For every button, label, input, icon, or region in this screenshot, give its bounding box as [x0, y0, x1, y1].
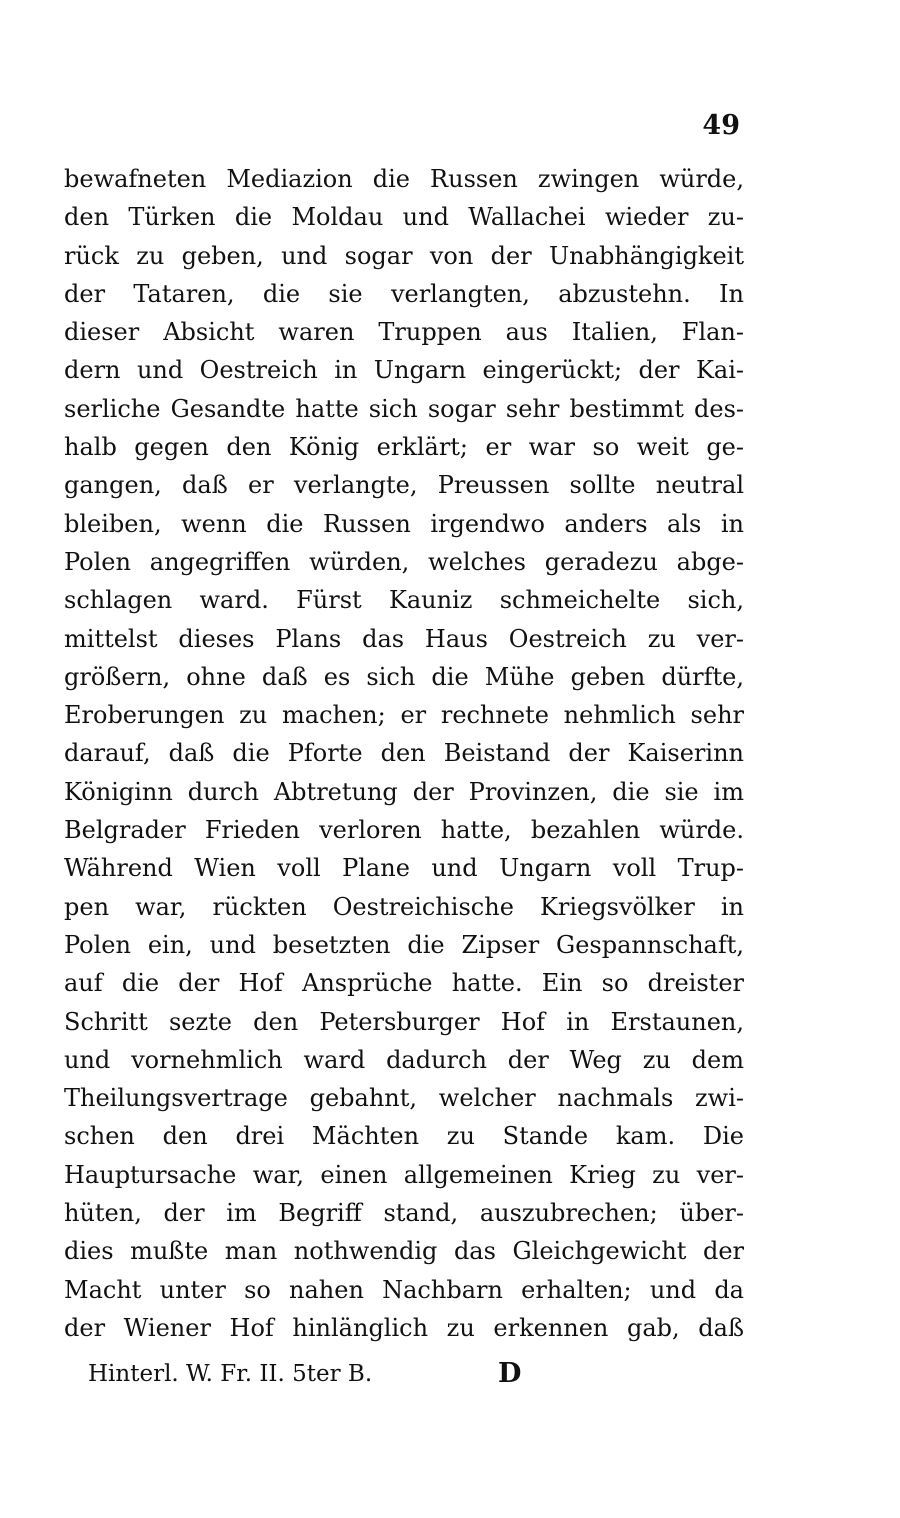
text-line: der Wiener Hof hinlänglich zu erkennen gab, daß: [64, 1313, 744, 1342]
text-line: schen den drei Mächten zu Stande kam. Die: [64, 1122, 744, 1151]
text-line: schlagen ward. Fürst Kauniz schmeichelte sich,: [64, 586, 744, 615]
text-line: dies mußte man nothwendig das Gleichgewicht der: [64, 1237, 744, 1266]
text-line: Polen ein, und besetzten die Zipser Gespannschaft,: [64, 930, 744, 959]
text-line: Königinn durch Abtretung der Provinzen, die sie im: [64, 777, 744, 806]
text-line: bewafneten Mediazion die Russen zwingen würde,: [64, 165, 744, 193]
text-line: größern, ohne daß es sich die Mühe geben dürfte,: [64, 662, 744, 691]
text-line: rück zu geben, und sogar von der Unabhängigkeit: [64, 241, 744, 270]
text-line: auf die der Hof Ansprüche hatte. Ein so dreister: [64, 969, 744, 998]
text-line: mittelst dieses Plans das Haus Oestreich zu ver-: [64, 624, 744, 653]
text-line: hüten, der im Begriff stand, auszubrechen; über-: [64, 1199, 744, 1228]
text-line: Schritt sezte den Petersburger Hof in Erstaunen,: [64, 1007, 744, 1036]
body-text: [64, 160, 744, 1347]
page-number: 49: [702, 110, 740, 141]
signature-mark: D: [498, 1358, 522, 1389]
text-line: Macht unter so nahen Nachbarn erhalten; und da: [64, 1275, 744, 1304]
text-line: dern und Oestreich in Ungarn eingerückt; der Kai-: [64, 356, 744, 385]
text-line: den Türken die Moldau und Wallachei wieder zu-: [64, 203, 744, 232]
text-line: bleiben, wenn die Russen irgendwo anders als in: [64, 509, 744, 538]
text-line: Hauptursache war, einen allgemeinen Krieg zu ver-: [64, 1160, 744, 1189]
text-line: Belgrader Frieden verloren hatte, bezahlen würde.: [64, 816, 744, 845]
page-footer: [88, 1354, 728, 1394]
text-line: halb gegen den König erklärt; er war so weit ge-: [64, 433, 744, 462]
text-line: dieser Absicht waren Truppen aus Italien, Flan-: [64, 318, 744, 347]
text-line: serliche Gesandte hatte sich sogar sehr bestimmt des-: [64, 394, 744, 423]
text-line: der Tataren, die sie verlangten, abzustehn. In: [64, 279, 744, 308]
text-line: gangen, daß er verlangte, Preussen sollte neutral: [64, 471, 744, 500]
text-line: darauf, daß die Pforte den Beistand der Kaiserinn: [64, 739, 744, 768]
text-line: pen war, rückten Oestreichische Kriegsvölker in: [64, 892, 744, 921]
text-line: und vornehmlich ward dadurch der Weg zu dem: [64, 1045, 744, 1074]
text-line: Theilungsvertrage gebahnt, welcher nachmals zwi-: [64, 1084, 744, 1113]
text-line: Während Wien voll Plane und Ungarn voll Trup-: [64, 854, 744, 883]
text-line: Eroberungen zu machen; er rechnete nehmlich sehr: [64, 701, 744, 730]
text-line: Polen angegriffen würden, welches geradezu abge-: [64, 547, 744, 576]
printer-signature: Hinterl. W. Fr. II. 5ter B.: [88, 1361, 373, 1387]
